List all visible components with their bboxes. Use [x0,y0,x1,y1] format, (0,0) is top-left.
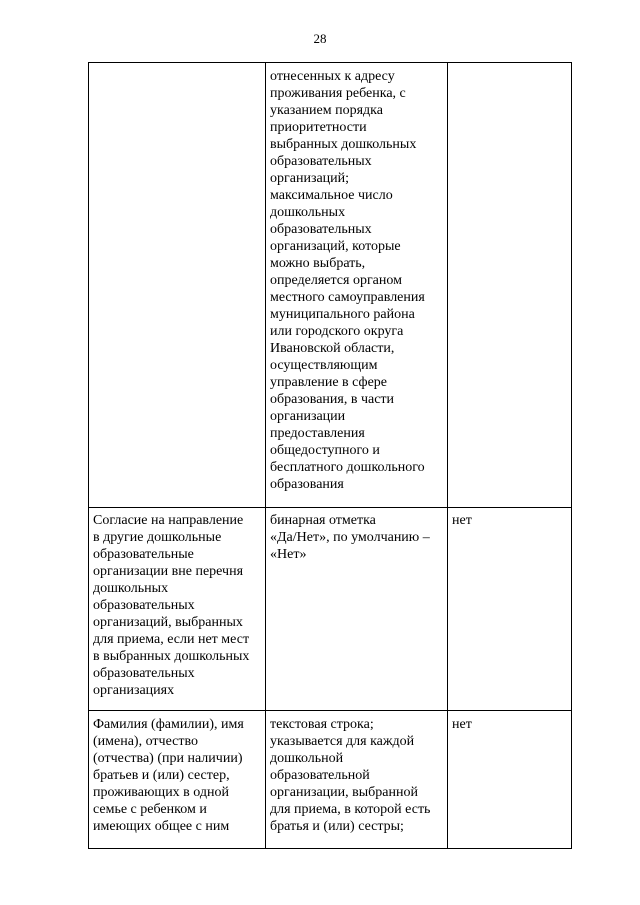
field-description-cell: отнесенных к адресу проживания ребенка, с указанием порядка приоритетности выбранных дошкольных образовательных организаций; максимальное число дошкольных образовательных организаций, которые можно выбрать, определяется органом местного самоуправления муниципального района или городского округа Ивановской области, осуществляющим управление в сфере образования, в части организации предоставления общедоступного и бесплатного дошкольного образования [266,63,448,508]
table-row [89,508,572,711]
field-required-cell [448,63,572,508]
field-description-cell: бинарная отметка «Да/Нет», по умолчанию – «Нет» [266,508,448,711]
table-row [89,63,572,508]
field-required-cell: нет [448,508,572,711]
requirements-table [88,62,572,849]
table-row [89,711,572,849]
field-required-cell: нет [448,711,572,849]
field-description-cell: текстовая строка; указывается для каждой дошкольной образовательной организации, выбранной для приема, в которой есть братья и (или) сестры; [266,711,448,849]
page-number: 28 [313,31,327,46]
field-name-cell [89,63,266,508]
field-name-cell: Фамилия (фамилии), имя (имена), отчество (отчества) (при наличии) братьев и (или) сестер, проживающих в одной семье с ребенком и имеющих общее с ним [89,711,266,849]
field-name-cell: Согласие на направление в другие дошкольные образовательные организации вне перечня дошкольных образовательных организаций, выбранных для приема, если нет мест в выбранных дошкольных образовательных организациях [89,508,266,711]
